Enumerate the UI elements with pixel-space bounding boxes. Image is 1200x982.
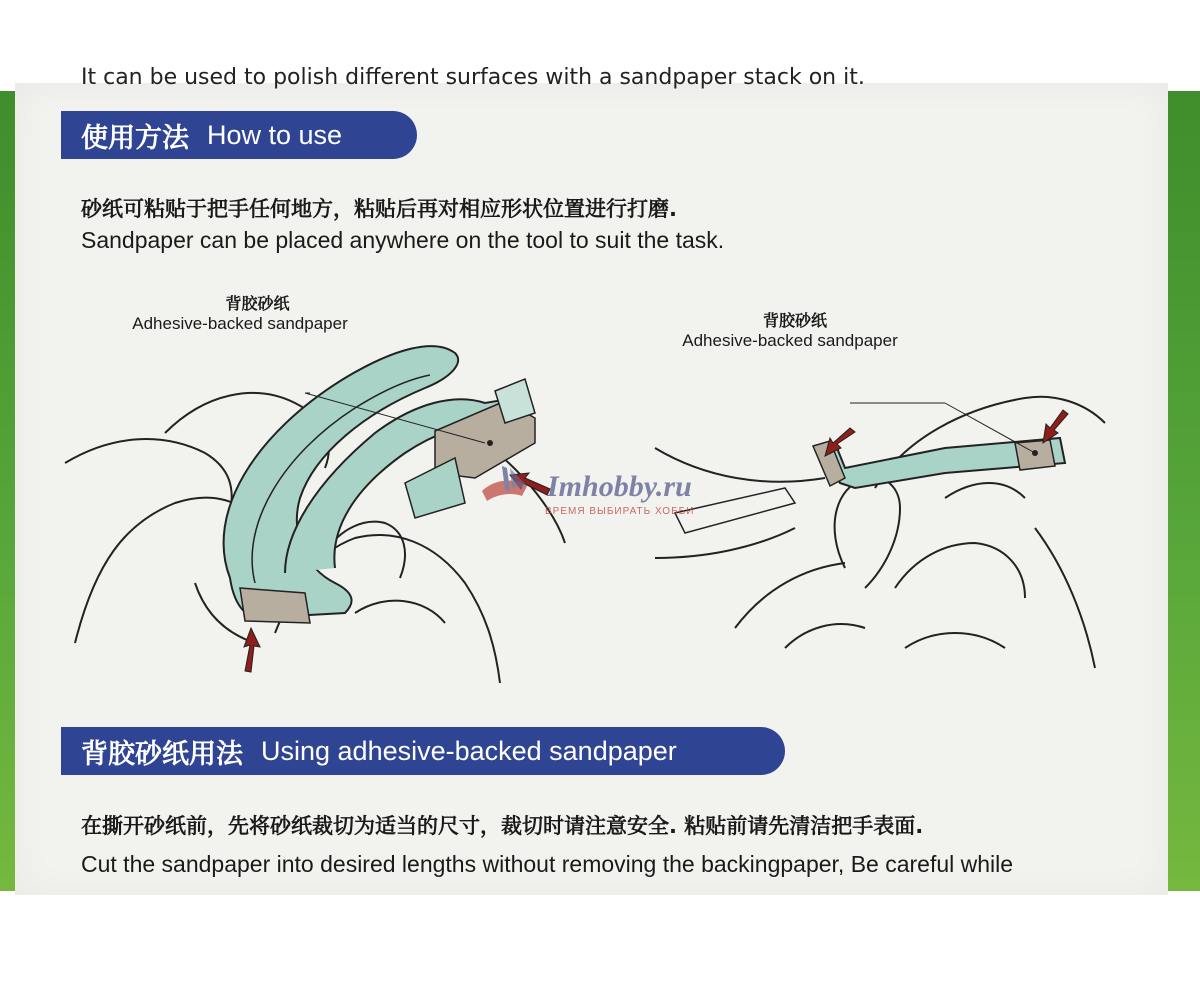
left-callout bbox=[115, 291, 365, 334]
cut-off-intro-text: It can be used to polish different surfaces with a sandpaper stack on it. bbox=[81, 65, 865, 90]
watermark-brand: Imhobby.ru bbox=[547, 470, 692, 503]
watermark-logo-icon bbox=[472, 456, 542, 526]
left-callout-en: Adhesive-backed sandpaper bbox=[132, 314, 348, 333]
arrow-bottom bbox=[244, 628, 260, 672]
right-callout-cn: 背胶砂纸 bbox=[762, 311, 827, 330]
section2-title-cn: 背胶砂纸用法 bbox=[81, 738, 243, 770]
sandpaper-block-bottom bbox=[240, 588, 310, 623]
section-title-en: How to use bbox=[207, 119, 343, 150]
adhesive-desc-cn: 在撕开砂纸前，先将砂纸裁切为适当的尺寸，裁切时请注意安全. 粘贴前请先清洁把手表面. bbox=[81, 814, 924, 838]
section-how-to-use-header bbox=[61, 111, 417, 159]
how-to-use-desc-cn: 砂纸可粘贴于把手任何地方，粘贴后再对相应形状位置进行打磨. bbox=[81, 197, 677, 221]
right-callout-en: Adhesive-backed sandpaper bbox=[682, 331, 898, 350]
arrow-left-tip bbox=[825, 428, 855, 456]
adhesive-desc-en: Cut the sandpaper into desired lengths without removing the backingpaper, Be careful while bbox=[81, 851, 1014, 877]
section-adhesive-sandpaper-header bbox=[61, 727, 785, 775]
photo-background bbox=[0, 65, 1200, 891]
watermark bbox=[472, 456, 762, 531]
right-callout bbox=[665, 308, 915, 351]
left-callout-cn: 背胶砂纸 bbox=[225, 294, 290, 313]
how-to-use-desc-en: Sandpaper can be placed anywhere on the tool to suit the task. bbox=[81, 227, 725, 253]
section-title-cn: 使用方法 bbox=[81, 122, 189, 154]
section2-title-en: Using adhesive-backed sandpaper bbox=[261, 735, 677, 766]
watermark-tagline: ВРЕМЯ ВЫБИРАТЬ ХОББИ bbox=[545, 506, 695, 517]
